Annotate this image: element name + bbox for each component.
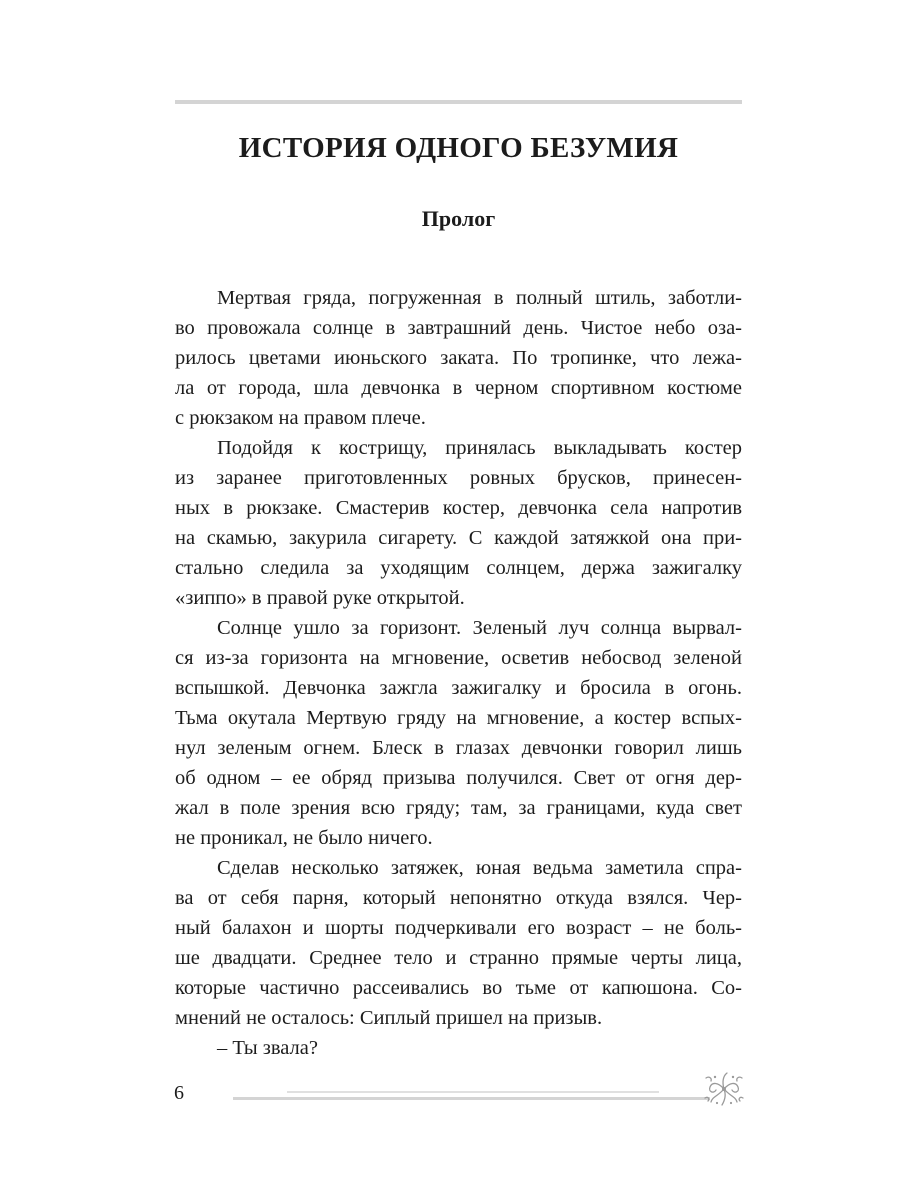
text-line: рилось цветами июньского заката. По тропинке, что лежа- (175, 347, 742, 369)
text-line: ше двадцати. Среднее тело и странно прямые черты лица, (175, 947, 742, 969)
floral-ornament-icon (702, 1070, 746, 1108)
text-line: вспышкой. Девчонка зажгла зажигалку и бросила в огонь. (175, 677, 742, 699)
text-line: Сделав несколько затяжек, юная ведьма заметила спра- (217, 857, 742, 879)
text-line: стально следила за уходящим солнцем, держа зажигалку (175, 557, 742, 579)
footer-rule-inner (287, 1091, 659, 1093)
text-line: ный балахон и шорты подчеркивали его возраст – не боль- (175, 917, 742, 939)
text-line: Подойдя к кострищу, принялась выкладывать костер (217, 437, 742, 459)
text-line: ся из-за горизонта на мгновение, осветив небосвод зеленой (175, 647, 742, 669)
paragraph (175, 433, 742, 613)
paragraph (175, 853, 742, 1033)
header-rule (175, 100, 742, 104)
text-line: Солнце ушло за горизонт. Зеленый луч солнца вырвал- (217, 617, 742, 639)
text-line: «зиппо» в правой руке открытой. (175, 587, 465, 609)
text-line: на скамью, закурила сигарету. С каждой затяжкой она при- (175, 527, 742, 549)
body-text (175, 283, 742, 1063)
text-line: – Ты звала? (217, 1037, 318, 1059)
text-line: жал в поле зрения всю гряду; там, за границами, куда свет (175, 797, 742, 819)
text-line: не проникал, не было ничего. (175, 827, 433, 849)
paragraph (175, 283, 742, 433)
text-line: Мертвая гряда, погруженная в полный штиль, заботли- (217, 287, 742, 309)
text-line: об одном – ее обряд призыва получился. Свет от огня дер- (175, 767, 742, 789)
text-line: нул зеленым огнем. Блеск в глазах девчонки говорил лишь (175, 737, 742, 759)
text-line: которые частично рассеивались во тьме от капюшона. Со- (175, 977, 742, 999)
paragraph (175, 1033, 742, 1063)
text-line: ла от города, шла девчонка в черном спортивном костюме (175, 377, 742, 399)
text-line: ных в рюкзаке. Смастерив костер, девчонка села напротив (175, 497, 742, 519)
footer-rule (233, 1097, 710, 1100)
section-title: Пролог (421, 206, 496, 231)
text-line: во провожала солнце в завтрашний день. Чистое небо оза- (175, 317, 742, 339)
chapter-title: ИСТОРИЯ ОДНОГО БЕЗУМИЯ (238, 132, 679, 164)
page-number: 6 (174, 1082, 184, 1104)
text-line: из заранее приготовленных ровных брусков, принесен- (175, 467, 742, 489)
text-line: с рюкзаком на правом плече. (175, 407, 426, 429)
text-line: ва от себя парня, который непонятно откуда взялся. Чер- (175, 887, 742, 909)
text-line: мнений не осталось: Сиплый пришел на призыв. (175, 1007, 603, 1029)
paragraph (175, 613, 742, 853)
text-line: Тьма окутала Мертвую гряду на мгновение, а костер вспых- (175, 707, 742, 729)
